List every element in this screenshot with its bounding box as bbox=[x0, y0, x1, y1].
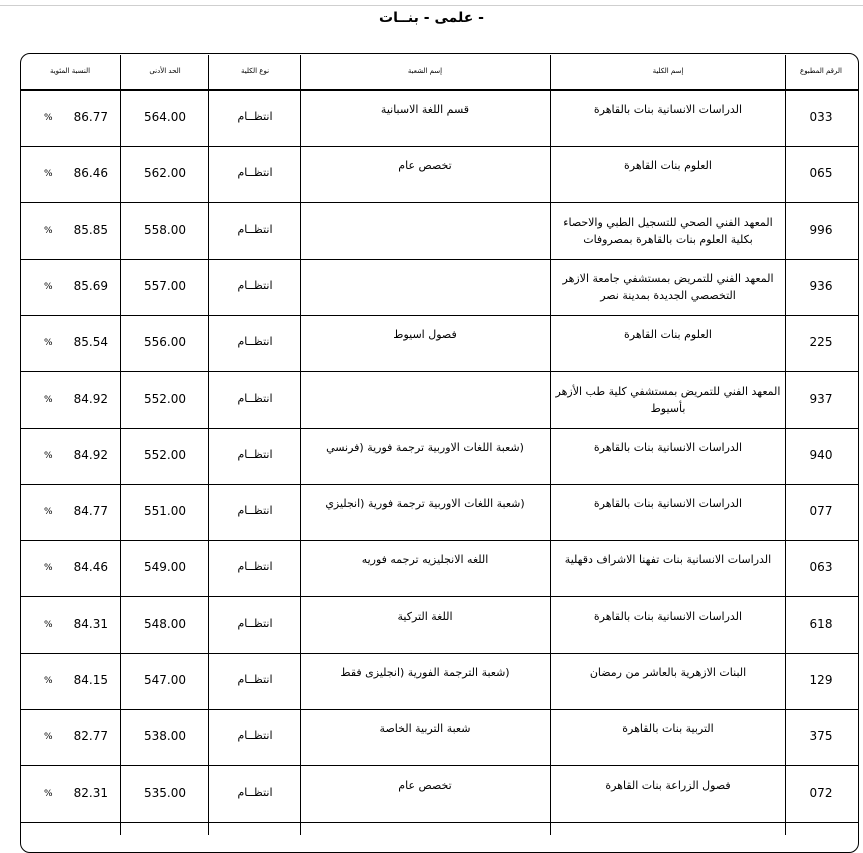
percentage-cell: 84.31 bbox=[73, 616, 108, 631]
branch-cell: اللغة التركية bbox=[397, 609, 453, 623]
table-row bbox=[20, 260, 859, 316]
percentage-cell: 85.69 bbox=[73, 278, 108, 293]
code-cell: 940 bbox=[809, 447, 833, 462]
min-score-cell: 538.00 bbox=[144, 729, 186, 744]
branch-cell: اللغه الانجليزيه ترجمه فوريه bbox=[361, 553, 489, 567]
min-score-cell: 562.00 bbox=[144, 166, 186, 181]
code-cell: 129 bbox=[809, 673, 833, 687]
table-row bbox=[20, 204, 859, 260]
branch-cell: قسم اللغة الاسبانية bbox=[380, 103, 470, 116]
header-min: الحد الأدنى bbox=[149, 67, 181, 75]
percent-sign: % bbox=[44, 788, 53, 799]
college-cell: المعهد الفني للتمريض بمستشفي جامعة الازهر التخصصي الجديدة بمدينة نصر bbox=[562, 271, 774, 302]
type-cell: انتظــام bbox=[237, 616, 273, 630]
type-cell: انتظــام bbox=[237, 166, 273, 180]
college-cell: الدراسات الانسانية بنات بالقاهرة bbox=[593, 103, 743, 116]
min-score-cell: 535.00 bbox=[144, 785, 186, 800]
header-pct: النسبة المئوية bbox=[49, 67, 91, 75]
percentage-cell: 84.15 bbox=[73, 673, 108, 687]
percentage-cell: 84.92 bbox=[73, 391, 108, 406]
branch-cell: فصول اسيوط bbox=[393, 328, 457, 342]
code-cell: 375 bbox=[809, 729, 833, 744]
branch-cell: تخصص عام bbox=[398, 778, 452, 792]
header-code: الرقم المطبوع bbox=[800, 67, 842, 75]
code-cell: 996 bbox=[809, 222, 833, 237]
college-cell: المعهد الفني الصحي للتسجيل الطبي والاحصاء بكلية العلوم بنات بالقاهرة بمصروفات bbox=[563, 215, 773, 246]
code-cell: 033 bbox=[809, 110, 833, 124]
min-score-cell: 564.00 bbox=[144, 110, 186, 124]
page-title: - علمى - بنــات bbox=[379, 10, 484, 26]
type-cell: انتظــام bbox=[237, 785, 273, 799]
min-score-cell: 547.00 bbox=[144, 673, 186, 687]
percentage-cell: 85.85 bbox=[73, 222, 108, 237]
percent-sign: % bbox=[44, 338, 53, 349]
code-cell: 063 bbox=[809, 560, 833, 575]
percentage-cell: 85.54 bbox=[73, 335, 108, 350]
code-cell: 072 bbox=[809, 785, 833, 800]
table-row bbox=[20, 373, 859, 429]
top-rule bbox=[0, 5, 863, 6]
type-cell: انتظــام bbox=[237, 673, 273, 686]
college-cell: العلوم بنات القاهرة bbox=[624, 159, 712, 173]
code-cell: 936 bbox=[809, 278, 833, 293]
type-cell: انتظــام bbox=[237, 391, 273, 405]
type-cell: انتظــام bbox=[237, 335, 273, 349]
percent-sign: % bbox=[44, 732, 53, 743]
table-row bbox=[20, 147, 859, 203]
table-row bbox=[20, 767, 859, 823]
code-cell: 937 bbox=[809, 391, 833, 406]
percentage-cell: 84.46 bbox=[73, 560, 108, 575]
min-score-cell: 552.00 bbox=[144, 447, 186, 462]
header-branch: إسم الشعبة bbox=[407, 67, 443, 75]
min-score-cell: 558.00 bbox=[144, 222, 186, 237]
college-cell: الدراسات الانسانية بنات بالقاهرة bbox=[593, 497, 743, 511]
college-cell: المعهد الفني للتمريض بمستشفي كلية طب الأزهر بأسيوط bbox=[555, 384, 781, 415]
code-cell: 225 bbox=[809, 335, 833, 350]
type-cell: انتظــام bbox=[237, 222, 273, 236]
percent-sign: % bbox=[44, 507, 53, 518]
percentage-cell: 86.46 bbox=[73, 166, 108, 181]
percent-sign: % bbox=[44, 169, 53, 180]
percent-sign: % bbox=[44, 619, 53, 630]
type-cell: انتظــام bbox=[237, 447, 273, 461]
type-cell: انتظــام bbox=[237, 729, 273, 743]
min-score-cell: 557.00 bbox=[144, 278, 186, 293]
percent-sign: % bbox=[44, 225, 53, 236]
type-cell: انتظــام bbox=[237, 504, 273, 518]
percentage-cell: 82.77 bbox=[73, 729, 108, 744]
table-row bbox=[20, 541, 859, 597]
percent-sign: % bbox=[44, 394, 53, 405]
table-row bbox=[20, 598, 859, 654]
table-row bbox=[20, 710, 859, 766]
percent-sign: % bbox=[44, 563, 53, 574]
code-cell: 618 bbox=[809, 616, 833, 631]
branch-cell: (شعبة اللغات الاوربية ترجمة فورية (انجليزي bbox=[325, 497, 525, 511]
table-row bbox=[20, 429, 859, 485]
college-cell: البنات الازهرية بالعاشر من رمضان bbox=[589, 666, 747, 679]
type-cell: انتظــام bbox=[237, 560, 273, 574]
college-cell: الدراسات الانسانية بنات بالقاهرة bbox=[593, 440, 743, 454]
percentage-cell: 82.31 bbox=[73, 785, 108, 800]
college-cell: الدراسات الانسانية بنات بالقاهرة bbox=[593, 609, 743, 623]
branch-cell: شعبة التربية الخاصة bbox=[379, 722, 471, 736]
branch-cell: (شعبة اللغات الاوربية ترجمة فورية (فرنسي bbox=[326, 440, 524, 454]
min-score-cell: 551.00 bbox=[144, 504, 186, 519]
percent-sign: % bbox=[44, 113, 53, 123]
min-score-cell: 549.00 bbox=[144, 560, 186, 575]
college-cell: التربية بنات بالقاهرة bbox=[622, 722, 714, 736]
college-cell: الدراسات الانسانية بنات تفهنا الاشراف دقهلية bbox=[564, 553, 772, 567]
table-row bbox=[20, 485, 859, 541]
branch-cell: تخصص عام bbox=[398, 159, 452, 173]
code-cell: 065 bbox=[809, 166, 833, 181]
code-cell: 077 bbox=[809, 504, 833, 519]
header-type: نوع الكلية bbox=[240, 67, 270, 75]
percentage-cell: 84.92 bbox=[73, 447, 108, 462]
type-cell: انتظــام bbox=[237, 110, 273, 123]
college-cell: العلوم بنات القاهرة bbox=[624, 328, 712, 342]
table-row bbox=[20, 316, 859, 372]
branch-cell: (شعبة الترجمة الفورية (انجليزى فقط bbox=[340, 666, 510, 679]
percent-sign: % bbox=[44, 450, 53, 461]
header-college: إسم الكلية bbox=[652, 67, 684, 75]
percent-sign: % bbox=[44, 281, 53, 292]
college-cell: فصول الزراعة بنات القاهرة bbox=[605, 778, 731, 792]
percentage-cell: 84.77 bbox=[73, 504, 108, 519]
percent-sign: % bbox=[44, 676, 53, 686]
min-score-cell: 556.00 bbox=[144, 335, 186, 350]
table-row bbox=[20, 654, 859, 710]
table-row bbox=[20, 91, 859, 147]
min-score-cell: 552.00 bbox=[144, 391, 186, 406]
min-score-cell: 548.00 bbox=[144, 616, 186, 631]
type-cell: انتظــام bbox=[237, 278, 273, 292]
percentage-cell: 86.77 bbox=[73, 110, 108, 124]
